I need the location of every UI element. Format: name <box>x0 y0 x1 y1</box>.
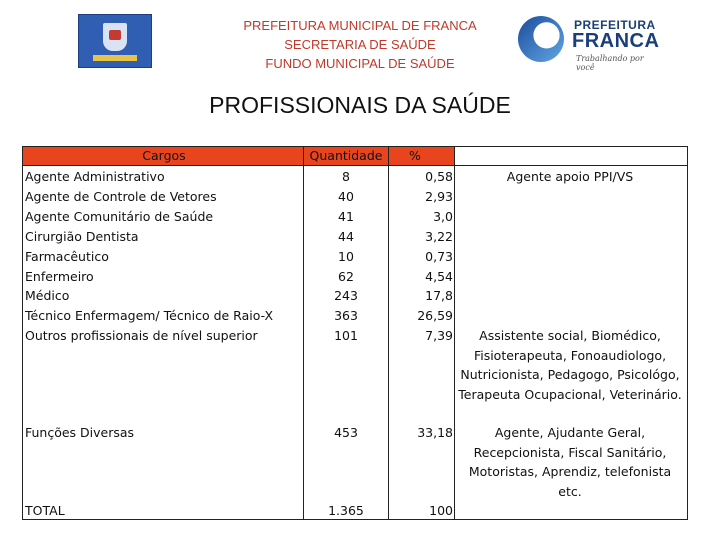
header-divider <box>23 165 687 166</box>
header-line-1: PREFEITURA MUNICIPAL DE FRANCA <box>243 18 477 33</box>
table-row-cargo: Outros profissionais de nível superior <box>25 328 258 343</box>
table-row-percent: 3,22 <box>425 229 453 244</box>
table-row-quantidade: 44 <box>338 229 354 244</box>
table-row-quantidade: 10 <box>338 249 354 264</box>
header-text <box>190 16 530 73</box>
table-row-cargo: Enfermeiro <box>25 269 94 284</box>
logo-tagline: Trabalhando por você <box>576 54 644 72</box>
total-percent: 100 <box>429 503 453 518</box>
table-row-cargo: Técnico Enfermagem/ Técnico de Raio-X <box>25 308 274 323</box>
table-row-percent: 0,58 <box>425 169 453 184</box>
table-row-cargo: Agente Comunitário de Saúde <box>25 209 214 224</box>
city-flag-logo <box>78 14 152 68</box>
logo-brand-main: FRANCA <box>572 30 660 52</box>
total-quantidade: 1.365 <box>328 503 364 518</box>
table-row-quantidade: 40 <box>338 189 354 204</box>
column-divider-1 <box>303 147 304 519</box>
column-header-percent: % <box>409 148 421 163</box>
table-row-cargo: Agente de Controle de Vetores <box>25 189 217 204</box>
table-row-quantidade: 363 <box>334 308 358 323</box>
table-row-quantidade: 243 <box>334 288 358 303</box>
table-row-cargo: Cirurgião Dentista <box>25 229 139 244</box>
note-funcoes-diversas: Agente, Ajudante Geral, Recepcionista, Fiscal Sanitário, Motoristas, Aprendiz, telefonista etc. <box>468 425 672 500</box>
funcoes-diversas-cargo: Funções Diversas <box>25 425 135 440</box>
table-row-cargo: Farmacêutico <box>25 249 109 264</box>
column-header-cargos: Cargos <box>142 148 186 163</box>
table-row-percent: 2,93 <box>425 189 453 204</box>
column-divider-2 <box>388 147 389 519</box>
header-line-2: SECRETARIA DE SAÚDE <box>284 37 436 52</box>
table-row-cargo: Agente Administrativo <box>25 169 165 184</box>
table-row-quantidade: 101 <box>334 328 358 343</box>
note-agente-apoio: Agente apoio PPI/VS <box>506 169 634 184</box>
funcoes-diversas-percent: 33,18 <box>417 425 453 440</box>
logo-brand-top: PREFEITURA <box>574 18 656 32</box>
table-row-percent: 7,39 <box>425 328 453 343</box>
funcoes-diversas-quantidade: 453 <box>334 425 358 440</box>
table-row-quantidade: 62 <box>338 269 354 284</box>
table-row-cargo: Médico <box>25 288 70 303</box>
page-title: PROFISSIONAIS DA SAÚDE <box>209 92 511 118</box>
column-divider-3 <box>454 147 455 519</box>
table-row-percent: 26,59 <box>417 308 453 323</box>
table-row-quantidade: 41 <box>338 209 354 224</box>
professionals-table <box>22 146 688 520</box>
flag-banner <box>93 55 137 61</box>
header-line-3: FUNDO MUNICIPAL DE SAÚDE <box>265 56 455 71</box>
note-outros-profissionais: Assistente social, Biomédico, Fisioterapeuta, Fonoaudiologo, Nutricionista, Pedagogo, Psicológo, Terapeuta Ocupacional, Veterinário. <box>458 328 682 403</box>
column-header-quantidade: Quantidade <box>309 148 383 163</box>
table-row-percent: 4,54 <box>425 269 453 284</box>
table-row-percent: 0,73 <box>425 249 453 264</box>
table-row-quantidade: 8 <box>342 169 350 184</box>
total-label: TOTAL <box>25 503 65 518</box>
table-row-percent: 3,0 <box>433 209 453 224</box>
prefeitura-franca-logo <box>518 14 660 72</box>
franca-logo-icon <box>518 16 564 62</box>
table-row-percent: 17,8 <box>425 288 453 303</box>
coat-of-arms-icon <box>103 23 127 51</box>
